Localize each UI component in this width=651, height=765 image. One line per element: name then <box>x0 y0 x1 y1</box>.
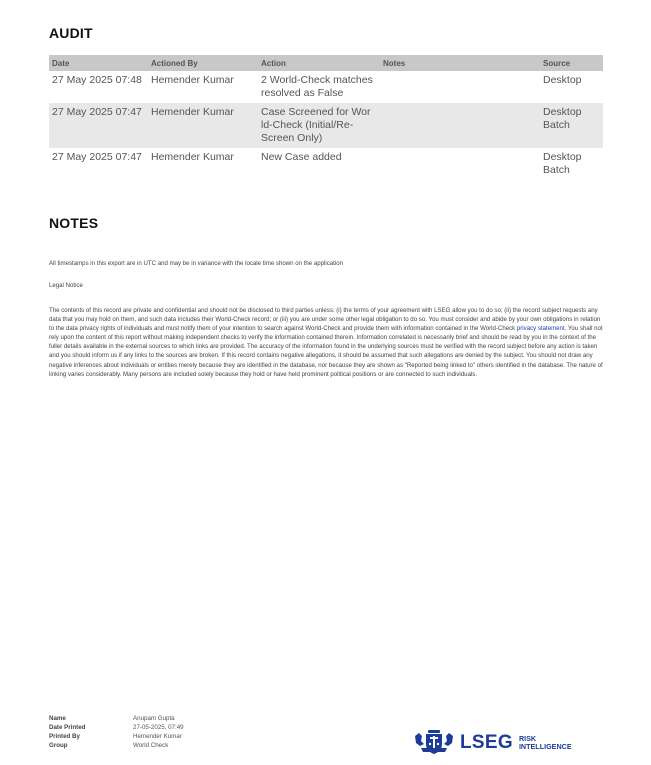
row-source: Desktop Batch <box>540 103 603 148</box>
legal-text-part-2: . You shall not rely upon the content of this report without making independent checks to verify the information contained therein. Information correlated is necessarily brief and should be read by you in the context of the fuller details available in the external sources to which links are provided. The accuracy of the information found in the underlying sources must be verified with the record subject before any action is taken and you should inform us if any links to the sources are broken. If this record contains negative allegations, it should be assumed that such allegations are denied by the subject. You should not draw any negative inferences about individuals or entities merely because they are identified in the database, nor because they are shown as "Reported being linked to" others identified in the database. The nature of linking varies considerably. Many persons are included solely because they hold or have held prominent political positions or are connected to such individuals. <box>49 325 603 378</box>
legal-notice-heading: Legal Notice <box>49 282 83 289</box>
crest-icon <box>413 730 455 756</box>
footer-label-printed-by: Printed By <box>49 733 80 740</box>
logo-tagline <box>519 735 572 751</box>
column-header-actioned-by: Actioned By <box>148 55 258 71</box>
footer-value-date-printed: 27-05-2025, 07:49 <box>133 724 184 731</box>
row-notes <box>380 148 540 180</box>
footer-values <box>133 714 184 750</box>
row-date: 27 May 2025 07:48 <box>52 74 142 86</box>
footer-value-printed-by: Hemender Kumar <box>133 733 182 740</box>
row-source: Desktop Batch <box>543 151 582 176</box>
row-source: Desktop <box>543 74 582 86</box>
row-action: New Case added <box>261 151 342 163</box>
column-header-source: Source <box>540 55 603 71</box>
footer-label-group: Group <box>49 742 68 749</box>
row-actioned-by: Hemender Kumar <box>151 74 234 86</box>
column-header-date: Date <box>49 55 148 71</box>
legal-text-part-1: The contents of this record are private and confidential and should not be disclosed to third parties unless: (i) the terms of your agreement with LSEG allow you to do so; (ii) the record subject requests any data that you may hold on them, and such data includes their World-Check record; or (iii) you are under some other legal obligation to do so. You must consider and abide by your own obligations in relation to the data privacy rights of individuals and must notify them of your intention to search against World-Check and provide them with information contained in the World-Check <box>49 307 601 333</box>
audit-table <box>49 55 603 180</box>
audit-header-row <box>49 55 603 71</box>
audit-section-title: AUDIT <box>49 25 93 41</box>
logo-tagline-line-1: RISK <box>518 734 537 743</box>
logo-tagline-line-2: INTELLIGENCE <box>518 742 572 751</box>
privacy-statement-link[interactable]: privacy statement <box>516 325 565 333</box>
row-actioned-by: Hemender Kumar <box>151 151 234 163</box>
footer-labels <box>49 714 85 750</box>
column-header-action: Action <box>258 55 380 71</box>
notes-section-title: NOTES <box>49 215 99 231</box>
column-header-notes: Notes <box>380 55 540 71</box>
table-row <box>49 148 603 180</box>
footer-value-name: Anupam Gupta <box>133 715 175 722</box>
row-action: Case Screened for Wor ld-Check (Initial/Re- Screen Only) <box>258 103 380 148</box>
footer-value-group: World Check <box>133 742 169 749</box>
row-date: 27 May 2025 07:47 <box>52 151 142 163</box>
footer-label-name: Name <box>49 715 66 722</box>
legal-notice-body <box>49 306 603 379</box>
footer-label-date-printed: Date Printed <box>49 724 86 731</box>
timestamps-note: All timestamps in this export are in UTC and may be in variance with the locale time shown on the application <box>49 260 343 267</box>
row-notes <box>380 103 540 148</box>
logo-wordmark: LSEG <box>460 732 513 753</box>
row-notes <box>380 71 540 103</box>
row-date: 27 May 2025 07:47 <box>49 103 148 148</box>
table-row <box>49 71 603 103</box>
table-row <box>49 103 603 148</box>
lseg-logo <box>413 729 572 757</box>
row-actioned-by: Hemender Kumar <box>148 103 258 148</box>
row-action: 2 World-Check matches resolved as False <box>261 74 373 99</box>
